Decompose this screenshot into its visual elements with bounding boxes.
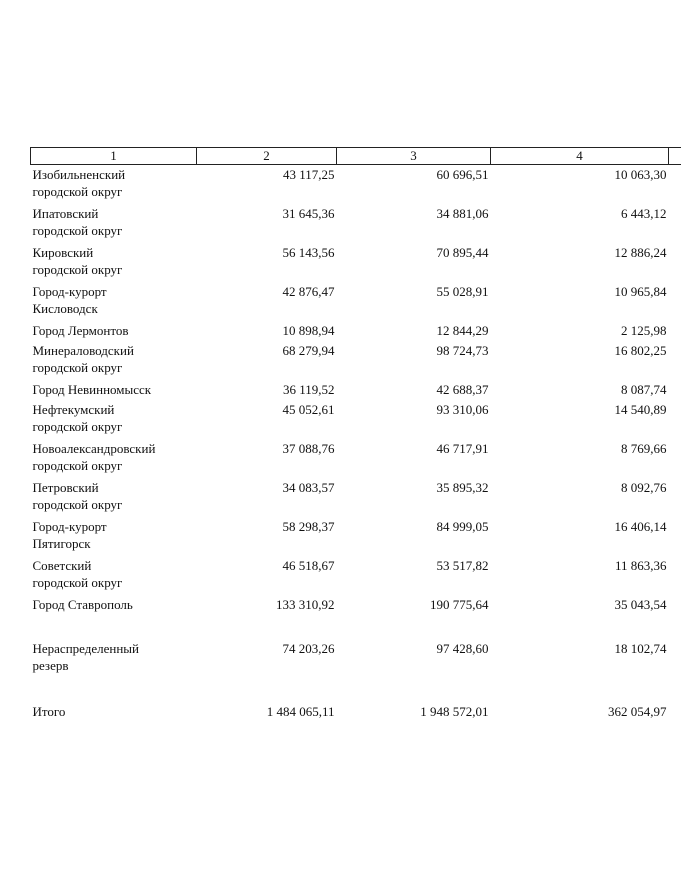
municipality-name-line: Кировский	[32, 245, 94, 260]
column-header-3: 3	[337, 148, 491, 165]
value-column-4: 2 125,98	[621, 323, 667, 338]
edge-cell	[669, 400, 681, 439]
value-column-3: 46 717,91	[436, 441, 489, 456]
value-column-3: 93 310,06	[436, 402, 489, 417]
municipality-name-line: городской округ	[32, 184, 123, 199]
edge-cell	[669, 380, 681, 400]
edge-cell	[669, 702, 681, 722]
municipality-name-line: Нефтекумский	[32, 402, 115, 417]
municipality-name	[31, 517, 197, 556]
municipality-name	[31, 556, 197, 595]
column-number-header-row	[31, 148, 681, 165]
value-column-3: 35 895,32	[436, 480, 489, 495]
value-column-4: 12 886,24	[614, 245, 667, 260]
column-header-2: 2	[197, 148, 337, 165]
value-column-3: 70 895,44	[436, 245, 489, 260]
column-header-5-edge	[669, 148, 681, 165]
value-column-4: 6 443,12	[621, 206, 667, 221]
municipality-name	[31, 380, 197, 400]
municipality-name-line: Советский	[32, 558, 92, 573]
table-body	[31, 165, 681, 723]
table-row	[31, 243, 681, 282]
edge-cell	[669, 556, 681, 595]
budget-table	[30, 147, 681, 722]
budget-table-container	[30, 147, 667, 722]
table-row	[31, 282, 681, 321]
municipality-name	[31, 400, 197, 439]
value-column-4: 8 769,66	[621, 441, 667, 456]
municipality-name	[31, 204, 197, 243]
table-row	[31, 204, 681, 243]
municipality-name	[31, 165, 197, 205]
municipality-name-line: Город-курорт	[32, 284, 107, 299]
municipality-name-line: Петровский	[32, 480, 99, 495]
municipality-name-line: городской округ	[32, 223, 123, 238]
value-column-2: 36 119,52	[282, 382, 335, 397]
value-column-4: 8 087,74	[621, 382, 667, 397]
value-column-4: 362 054,97	[608, 704, 667, 719]
table-row	[31, 341, 681, 380]
value-column-2: 133 310,92	[276, 597, 335, 612]
value-column-2: 46 518,67	[282, 558, 335, 573]
edge-cell	[669, 165, 681, 205]
value-column-4: 10 965,84	[614, 284, 667, 299]
value-column-2: 42 876,47	[282, 284, 335, 299]
edge-cell	[669, 439, 681, 478]
municipality-name-line: Минераловодский	[32, 343, 134, 358]
table-row	[31, 439, 681, 478]
value-column-3: 98 724,73	[436, 343, 489, 358]
value-column-3: 12 844,29	[436, 323, 489, 338]
municipality-name-line: Ипатовский	[32, 206, 99, 221]
value-column-3: 60 696,51	[436, 167, 489, 182]
value-column-4: 16 802,25	[614, 343, 667, 358]
value-column-4: 11 863,36	[614, 558, 667, 573]
value-column-2: 10 898,94	[282, 323, 335, 338]
municipality-name-line: Город Ставрополь	[32, 597, 133, 612]
edge-cell	[669, 341, 681, 380]
table-spacer-row	[31, 615, 681, 639]
value-column-4: 16 406,14	[614, 519, 667, 534]
value-column-2: 31 645,36	[282, 206, 335, 221]
table-row	[31, 478, 681, 517]
value-column-3: 55 028,91	[436, 284, 489, 299]
value-column-4: 10 063,30	[614, 167, 667, 182]
edge-cell	[669, 639, 681, 678]
value-column-2: 68 279,94	[282, 343, 335, 358]
municipality-name-line: Изобильненский	[32, 167, 126, 182]
municipality-name-line: городской округ	[32, 497, 123, 512]
value-column-2: 58 298,37	[282, 519, 335, 534]
municipality-name-line: Итого	[32, 704, 66, 719]
municipality-name	[31, 478, 197, 517]
column-header-1: 1	[31, 148, 197, 165]
municipality-name	[31, 282, 197, 321]
value-column-3: 42 688,37	[436, 382, 489, 397]
edge-cell	[669, 478, 681, 517]
municipality-name	[31, 321, 197, 341]
value-column-4: 8 092,76	[621, 480, 667, 495]
table-row	[31, 380, 681, 400]
municipality-name-line: Пятигорск	[32, 536, 91, 551]
municipality-name-line: Новоалександровский	[32, 441, 156, 456]
municipality-name-line: резерв	[32, 658, 69, 673]
value-column-3: 34 881,06	[436, 206, 489, 221]
municipality-name-line: городской округ	[32, 575, 123, 590]
value-column-3: 53 517,82	[436, 558, 489, 573]
table-row	[31, 639, 681, 678]
municipality-name	[31, 341, 197, 380]
value-column-2: 37 088,76	[282, 441, 335, 456]
municipality-name-line: городской округ	[32, 458, 123, 473]
edge-cell	[669, 282, 681, 321]
value-column-3: 1 948 572,01	[420, 704, 489, 719]
municipality-name-line: Город Невинномысск	[32, 382, 152, 397]
edge-cell	[669, 243, 681, 282]
table-row	[31, 400, 681, 439]
value-column-2: 43 117,25	[282, 167, 335, 182]
edge-cell	[669, 321, 681, 341]
municipality-name-line: Нераспределенный	[32, 641, 140, 656]
table-spacer-row	[31, 678, 681, 702]
edge-cell	[669, 595, 681, 615]
table-row	[31, 595, 681, 615]
municipality-name-line: городской округ	[32, 419, 123, 434]
value-column-2: 34 083,57	[282, 480, 335, 495]
column-header-4: 4	[491, 148, 669, 165]
municipality-name	[31, 639, 197, 678]
value-column-2: 1 484 065,11	[266, 704, 335, 719]
municipality-name	[31, 702, 197, 722]
municipality-name	[31, 595, 197, 615]
value-column-3: 190 775,64	[430, 597, 489, 612]
edge-cell	[669, 204, 681, 243]
municipality-name-line: городской округ	[32, 360, 123, 375]
municipality-name	[31, 439, 197, 478]
value-column-4: 14 540,89	[614, 402, 667, 417]
total-row	[31, 702, 681, 722]
municipality-name-line: Город-курорт	[32, 519, 107, 534]
value-column-4: 18 102,74	[614, 641, 667, 656]
table-row	[31, 321, 681, 341]
value-column-3: 84 999,05	[436, 519, 489, 534]
table-row	[31, 165, 681, 205]
municipality-name	[31, 243, 197, 282]
value-column-2: 74 203,26	[282, 641, 335, 656]
municipality-name-line: Кисловодск	[32, 301, 98, 316]
value-column-2: 45 052,61	[282, 402, 335, 417]
municipality-name-line: Город Лермонтов	[32, 323, 129, 338]
value-column-4: 35 043,54	[614, 597, 667, 612]
edge-cell	[669, 517, 681, 556]
value-column-3: 97 428,60	[436, 641, 489, 656]
value-column-2: 56 143,56	[282, 245, 335, 260]
municipality-name-line: городской округ	[32, 262, 123, 277]
table-row	[31, 517, 681, 556]
table-row	[31, 556, 681, 595]
